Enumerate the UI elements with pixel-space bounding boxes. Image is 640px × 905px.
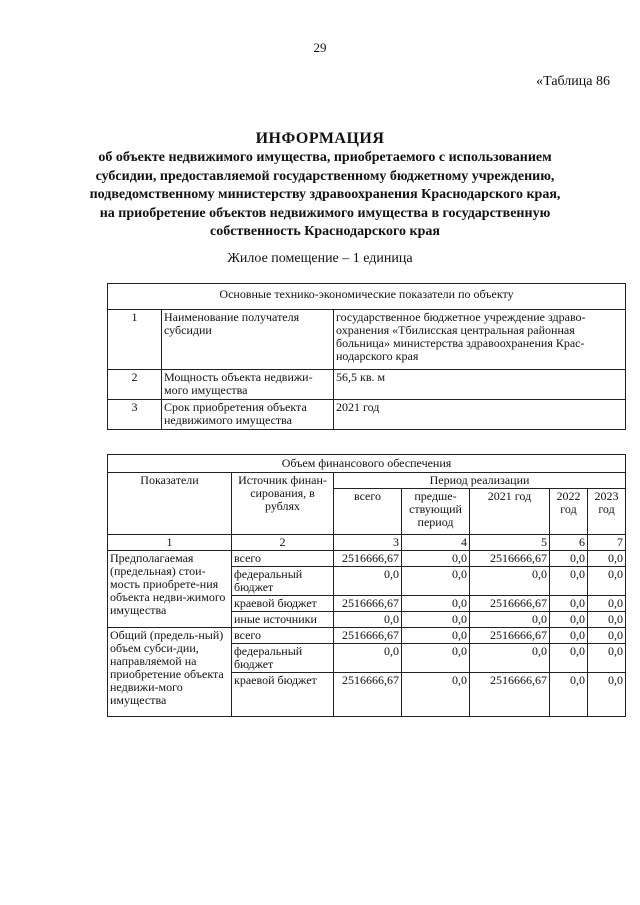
value-2022: 0,0 [550, 673, 588, 717]
page-number: 29 [313, 40, 327, 55]
source-label: краевой бюджет [232, 596, 334, 612]
source-label: федеральный бюджет [232, 567, 334, 596]
column-number: 1 [108, 535, 232, 551]
indicator-label: Срок приобретения объекта недвижимого имущества [162, 400, 334, 430]
value-2021: 0,0 [470, 644, 550, 673]
indicator-label: Наименование получателя субсидии [162, 310, 334, 370]
sub-header-2021: 2021 год [470, 489, 550, 535]
value-2021: 2516666,67 [470, 596, 550, 612]
value-total: 0,0 [334, 612, 402, 628]
col-header-indicators: Показатели [108, 473, 232, 535]
row-number: 1 [108, 310, 162, 370]
col-header-source: Источник финан-сирования, в рублях [232, 473, 334, 535]
value-previous: 0,0 [402, 551, 470, 567]
value-previous: 0,0 [402, 628, 470, 644]
column-number: 6 [550, 535, 588, 551]
column-number: 2 [232, 535, 334, 551]
value-previous: 0,0 [402, 644, 470, 673]
value-total: 0,0 [334, 567, 402, 596]
value-2022: 0,0 [550, 628, 588, 644]
column-number: 7 [588, 535, 626, 551]
value-2021: 0,0 [470, 567, 550, 596]
value-2021: 2516666,67 [470, 551, 550, 567]
value-2023: 0,0 [588, 628, 626, 644]
value-2022: 0,0 [550, 612, 588, 628]
value-total: 0,0 [334, 644, 402, 673]
source-label: всего [232, 551, 334, 567]
value-2023: 0,0 [588, 567, 626, 596]
indicator-value: 56,5 кв. м [334, 370, 626, 400]
source-label: федеральный бюджет [232, 644, 334, 673]
col-header-period: Период реализации [334, 473, 626, 489]
value-2021: 0,0 [470, 612, 550, 628]
indicator-label: Мощность объекта недвижи-мого имущества [162, 370, 334, 400]
value-2023: 0,0 [588, 673, 626, 717]
value-total: 2516666,67 [334, 673, 402, 717]
sub-header-2022: 2022 год [550, 489, 588, 535]
object-description: Жилое помещение – 1 единица [227, 251, 413, 266]
source-label: всего [232, 628, 334, 644]
financing-table [107, 454, 626, 717]
subtitle-line: субсидии, предоставляемой государственному бюджетному учреждению, [95, 168, 555, 184]
value-total: 2516666,67 [334, 551, 402, 567]
row-number: 3 [108, 400, 162, 430]
table-row [108, 628, 626, 644]
document-subtitle [60, 149, 590, 242]
group-label: Общий (предель-ный) объем субси-дии, направляемой на приобретение объекта недвижи-мого имущества [108, 628, 232, 717]
value-2022: 0,0 [550, 551, 588, 567]
value-2023: 0,0 [588, 644, 626, 673]
value-previous: 0,0 [402, 612, 470, 628]
subtitle-line: собственность Краснодарского края [210, 224, 440, 239]
value-2021: 2516666,67 [470, 628, 550, 644]
value-total: 2516666,67 [334, 628, 402, 644]
subtitle-line: на приобретение объектов недвижимого имущества в государственную [99, 205, 551, 221]
column-number: 3 [334, 535, 402, 551]
value-2022: 0,0 [550, 567, 588, 596]
indicators-table [107, 283, 626, 430]
indicators-heading: Основные технико-экономические показатели по объекту [108, 284, 626, 310]
value-2023: 0,0 [588, 612, 626, 628]
value-previous: 0,0 [402, 673, 470, 717]
table-reference: «Таблица 86 [536, 74, 610, 89]
column-numbers-row [108, 535, 626, 551]
table-row [108, 370, 626, 400]
value-previous: 0,0 [402, 596, 470, 612]
table-row [108, 551, 626, 567]
column-number: 5 [470, 535, 550, 551]
sub-header-previous: предше-ствующий период [402, 489, 470, 535]
document-title: ИНФОРМАЦИЯ [255, 130, 385, 147]
value-2023: 0,0 [588, 596, 626, 612]
table-row [108, 310, 626, 370]
row-number: 2 [108, 370, 162, 400]
financing-heading: Объем финансового обеспечения [108, 455, 626, 473]
value-2021: 2516666,67 [470, 673, 550, 717]
table-row [108, 400, 626, 430]
group-label: Предполагаемая (предельная) стои-мость приобрете-ния объекта недви-жимого имущества [108, 551, 232, 628]
subtitle-line: подведомственному министерству здравоохранения Краснодарского края, [89, 187, 561, 202]
value-2022: 0,0 [550, 644, 588, 673]
sub-header-2023: 2023 год [588, 489, 626, 535]
value-previous: 0,0 [402, 567, 470, 596]
indicator-value: 2021 год [334, 400, 626, 430]
value-total: 2516666,67 [334, 596, 402, 612]
source-label: иные источники [232, 612, 334, 628]
sub-header-total: всего [334, 489, 402, 535]
value-2022: 0,0 [550, 596, 588, 612]
value-2023: 0,0 [588, 551, 626, 567]
indicator-value: государственное бюджетное учреждение здраво-охранения «Тбилисская центральная районная больница» министерства здравоохранения Крас-нодарского края [334, 310, 626, 370]
subtitle-line: об объекте недвижимого имущества, приобретаемого с использованием [98, 150, 552, 165]
source-label: краевой бюджет [232, 673, 334, 717]
column-number: 4 [402, 535, 470, 551]
